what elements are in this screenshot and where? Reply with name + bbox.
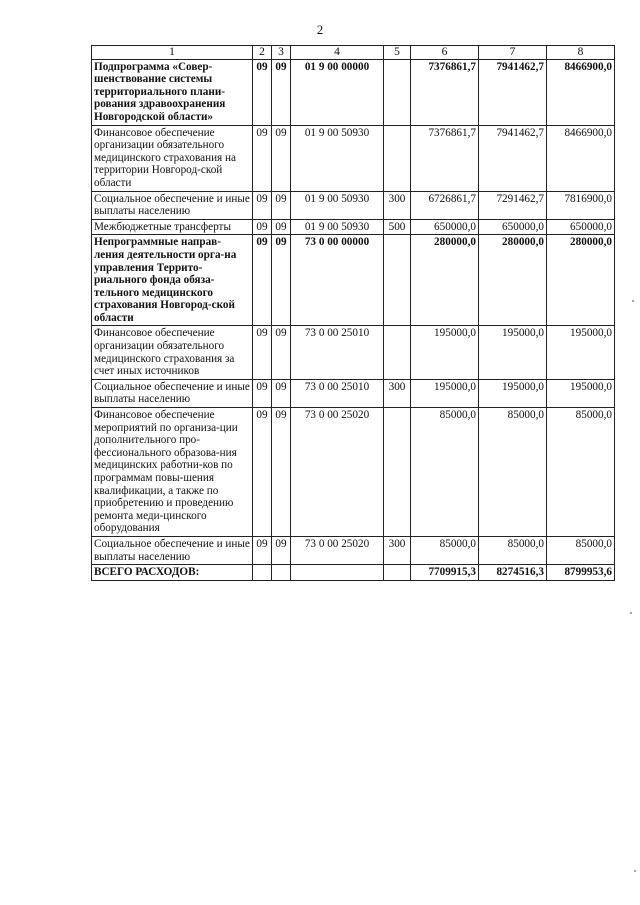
- row-amount-3: 8466900,0: [547, 125, 615, 191]
- row-amount-1: 85000,0: [411, 408, 479, 537]
- row-amount-3: 280000,0: [547, 235, 615, 326]
- row-expense-type: [384, 326, 411, 379]
- row-subsection: 09: [272, 408, 291, 537]
- total-label: ВСЕГО РАСХОДОВ:: [92, 565, 253, 581]
- row-subsection: 09: [272, 219, 291, 235]
- row-amount-3: 195000,0: [547, 326, 615, 379]
- scan-speck: [634, 870, 636, 872]
- row-subsection: 09: [272, 125, 291, 191]
- row-subsection: 09: [272, 59, 291, 125]
- row-target-code: 73 0 00 25020: [291, 536, 384, 564]
- row-name: Межбюджетные трансферты: [92, 219, 253, 235]
- header-col-3: 3: [272, 46, 291, 60]
- row-expense-type: [384, 59, 411, 125]
- table-row: [92, 59, 615, 125]
- row-section: 09: [253, 191, 272, 219]
- total-amount-2: 8274516,3: [479, 565, 547, 581]
- table-row: [92, 379, 615, 407]
- row-section: 09: [253, 59, 272, 125]
- row-section: 09: [253, 326, 272, 379]
- row-amount-1: 650000,0: [411, 219, 479, 235]
- row-name: Финансовое обеспечение организации обязательного медицинского страхования за счет иных источников: [92, 326, 253, 379]
- row-name: Непрограммные направ-ления деятельности орга-на управления Террито-риального фонда обяза-тельного медицинского страхования Новгород-ской области: [92, 235, 253, 326]
- row-target-code: 01 9 00 50930: [291, 125, 384, 191]
- row-section: 09: [253, 536, 272, 564]
- row-amount-1: 7376861,7: [411, 59, 479, 125]
- row-target-code: 73 0 00 00000: [291, 235, 384, 326]
- row-target-code: 73 0 00 25020: [291, 408, 384, 537]
- row-target-code: 01 9 00 00000: [291, 59, 384, 125]
- row-name: Социальное обеспечение и иные выплаты населению: [92, 536, 253, 564]
- row-expense-type: 300: [384, 379, 411, 407]
- row-section: 09: [253, 219, 272, 235]
- table-row: [92, 125, 615, 191]
- expenditure-table: [91, 45, 615, 581]
- row-expense-type: 300: [384, 191, 411, 219]
- row-name: Финансовое обеспечение мероприятий по организа-ции дополнительного про-фессионального образова-ния медицинских работни-ков по программам повы-шения квалификации, а также по приобретению и проведению ремонта меди-цинского оборудования: [92, 408, 253, 537]
- row-name: Финансовое обеспечение организации обязательного медицинского страхования на территории Новгород-ской области: [92, 125, 253, 191]
- table-row: [92, 536, 615, 564]
- row-subsection: 09: [272, 536, 291, 564]
- row-amount-1: 85000,0: [411, 536, 479, 564]
- header-col-2: 2: [253, 46, 272, 60]
- row-amount-2: 85000,0: [479, 408, 547, 537]
- row-amount-3: 85000,0: [547, 408, 615, 537]
- row-expense-type: 500: [384, 219, 411, 235]
- total-amount-1: 7709915,3: [411, 565, 479, 581]
- table-row: [92, 408, 615, 537]
- row-expense-type: [384, 235, 411, 326]
- table-row: [92, 191, 615, 219]
- row-name: Социальное обеспечение и иные выплаты населению: [92, 191, 253, 219]
- header-col-8: 8: [547, 46, 615, 60]
- row-subsection: 09: [272, 379, 291, 407]
- row-amount-1: 195000,0: [411, 379, 479, 407]
- row-amount-1: 6726861,7: [411, 191, 479, 219]
- row-expense-type: [384, 408, 411, 537]
- row-name: Подпрограмма «Совер-шенствование системы территориального плани-рования здравоохранения Новгородской области»: [92, 59, 253, 125]
- row-section: 09: [253, 125, 272, 191]
- row-subsection: 09: [272, 326, 291, 379]
- row-target-code: 01 9 00 50930: [291, 191, 384, 219]
- row-target-code: 73 0 00 25010: [291, 326, 384, 379]
- row-section: 09: [253, 235, 272, 326]
- row-amount-3: 650000,0: [547, 219, 615, 235]
- row-section: 09: [253, 379, 272, 407]
- row-expense-type: [384, 125, 411, 191]
- row-amount-3: 7816900,0: [547, 191, 615, 219]
- row-amount-3: 85000,0: [547, 536, 615, 564]
- scan-speck: [630, 612, 632, 614]
- row-amount-1: 195000,0: [411, 326, 479, 379]
- row-amount-2: 7941462,7: [479, 59, 547, 125]
- row-section: 09: [253, 408, 272, 537]
- header-col-1: 1: [92, 46, 253, 60]
- row-amount-2: 280000,0: [479, 235, 547, 326]
- row-amount-3: 8466900,0: [547, 59, 615, 125]
- row-amount-2: 85000,0: [479, 536, 547, 564]
- row-amount-2: 7291462,7: [479, 191, 547, 219]
- row-target-code: 01 9 00 50930: [291, 219, 384, 235]
- table-row: [92, 219, 615, 235]
- scan-speck: [632, 300, 634, 302]
- row-amount-2: 195000,0: [479, 326, 547, 379]
- row-amount-3: 195000,0: [547, 379, 615, 407]
- row-amount-1: 7376861,7: [411, 125, 479, 191]
- total-amount-3: 8799953,6: [547, 565, 615, 581]
- table-row: [92, 235, 615, 326]
- row-amount-2: 195000,0: [479, 379, 547, 407]
- header-col-6: 6: [411, 46, 479, 60]
- row-amount-1: 280000,0: [411, 235, 479, 326]
- row-subsection: 09: [272, 235, 291, 326]
- header-col-4: 4: [291, 46, 384, 60]
- header-row: [92, 46, 615, 60]
- page-number: 2: [316, 22, 324, 37]
- header-col-7: 7: [479, 46, 547, 60]
- row-amount-2: 7941462,7: [479, 125, 547, 191]
- row-expense-type: 300: [384, 536, 411, 564]
- row-subsection: 09: [272, 191, 291, 219]
- header-col-5: 5: [384, 46, 411, 60]
- table-row: [92, 326, 615, 379]
- row-amount-2: 650000,0: [479, 219, 547, 235]
- row-name: Социальное обеспечение и иные выплаты населению: [92, 379, 253, 407]
- total-row: [92, 565, 615, 581]
- row-target-code: 73 0 00 25010: [291, 379, 384, 407]
